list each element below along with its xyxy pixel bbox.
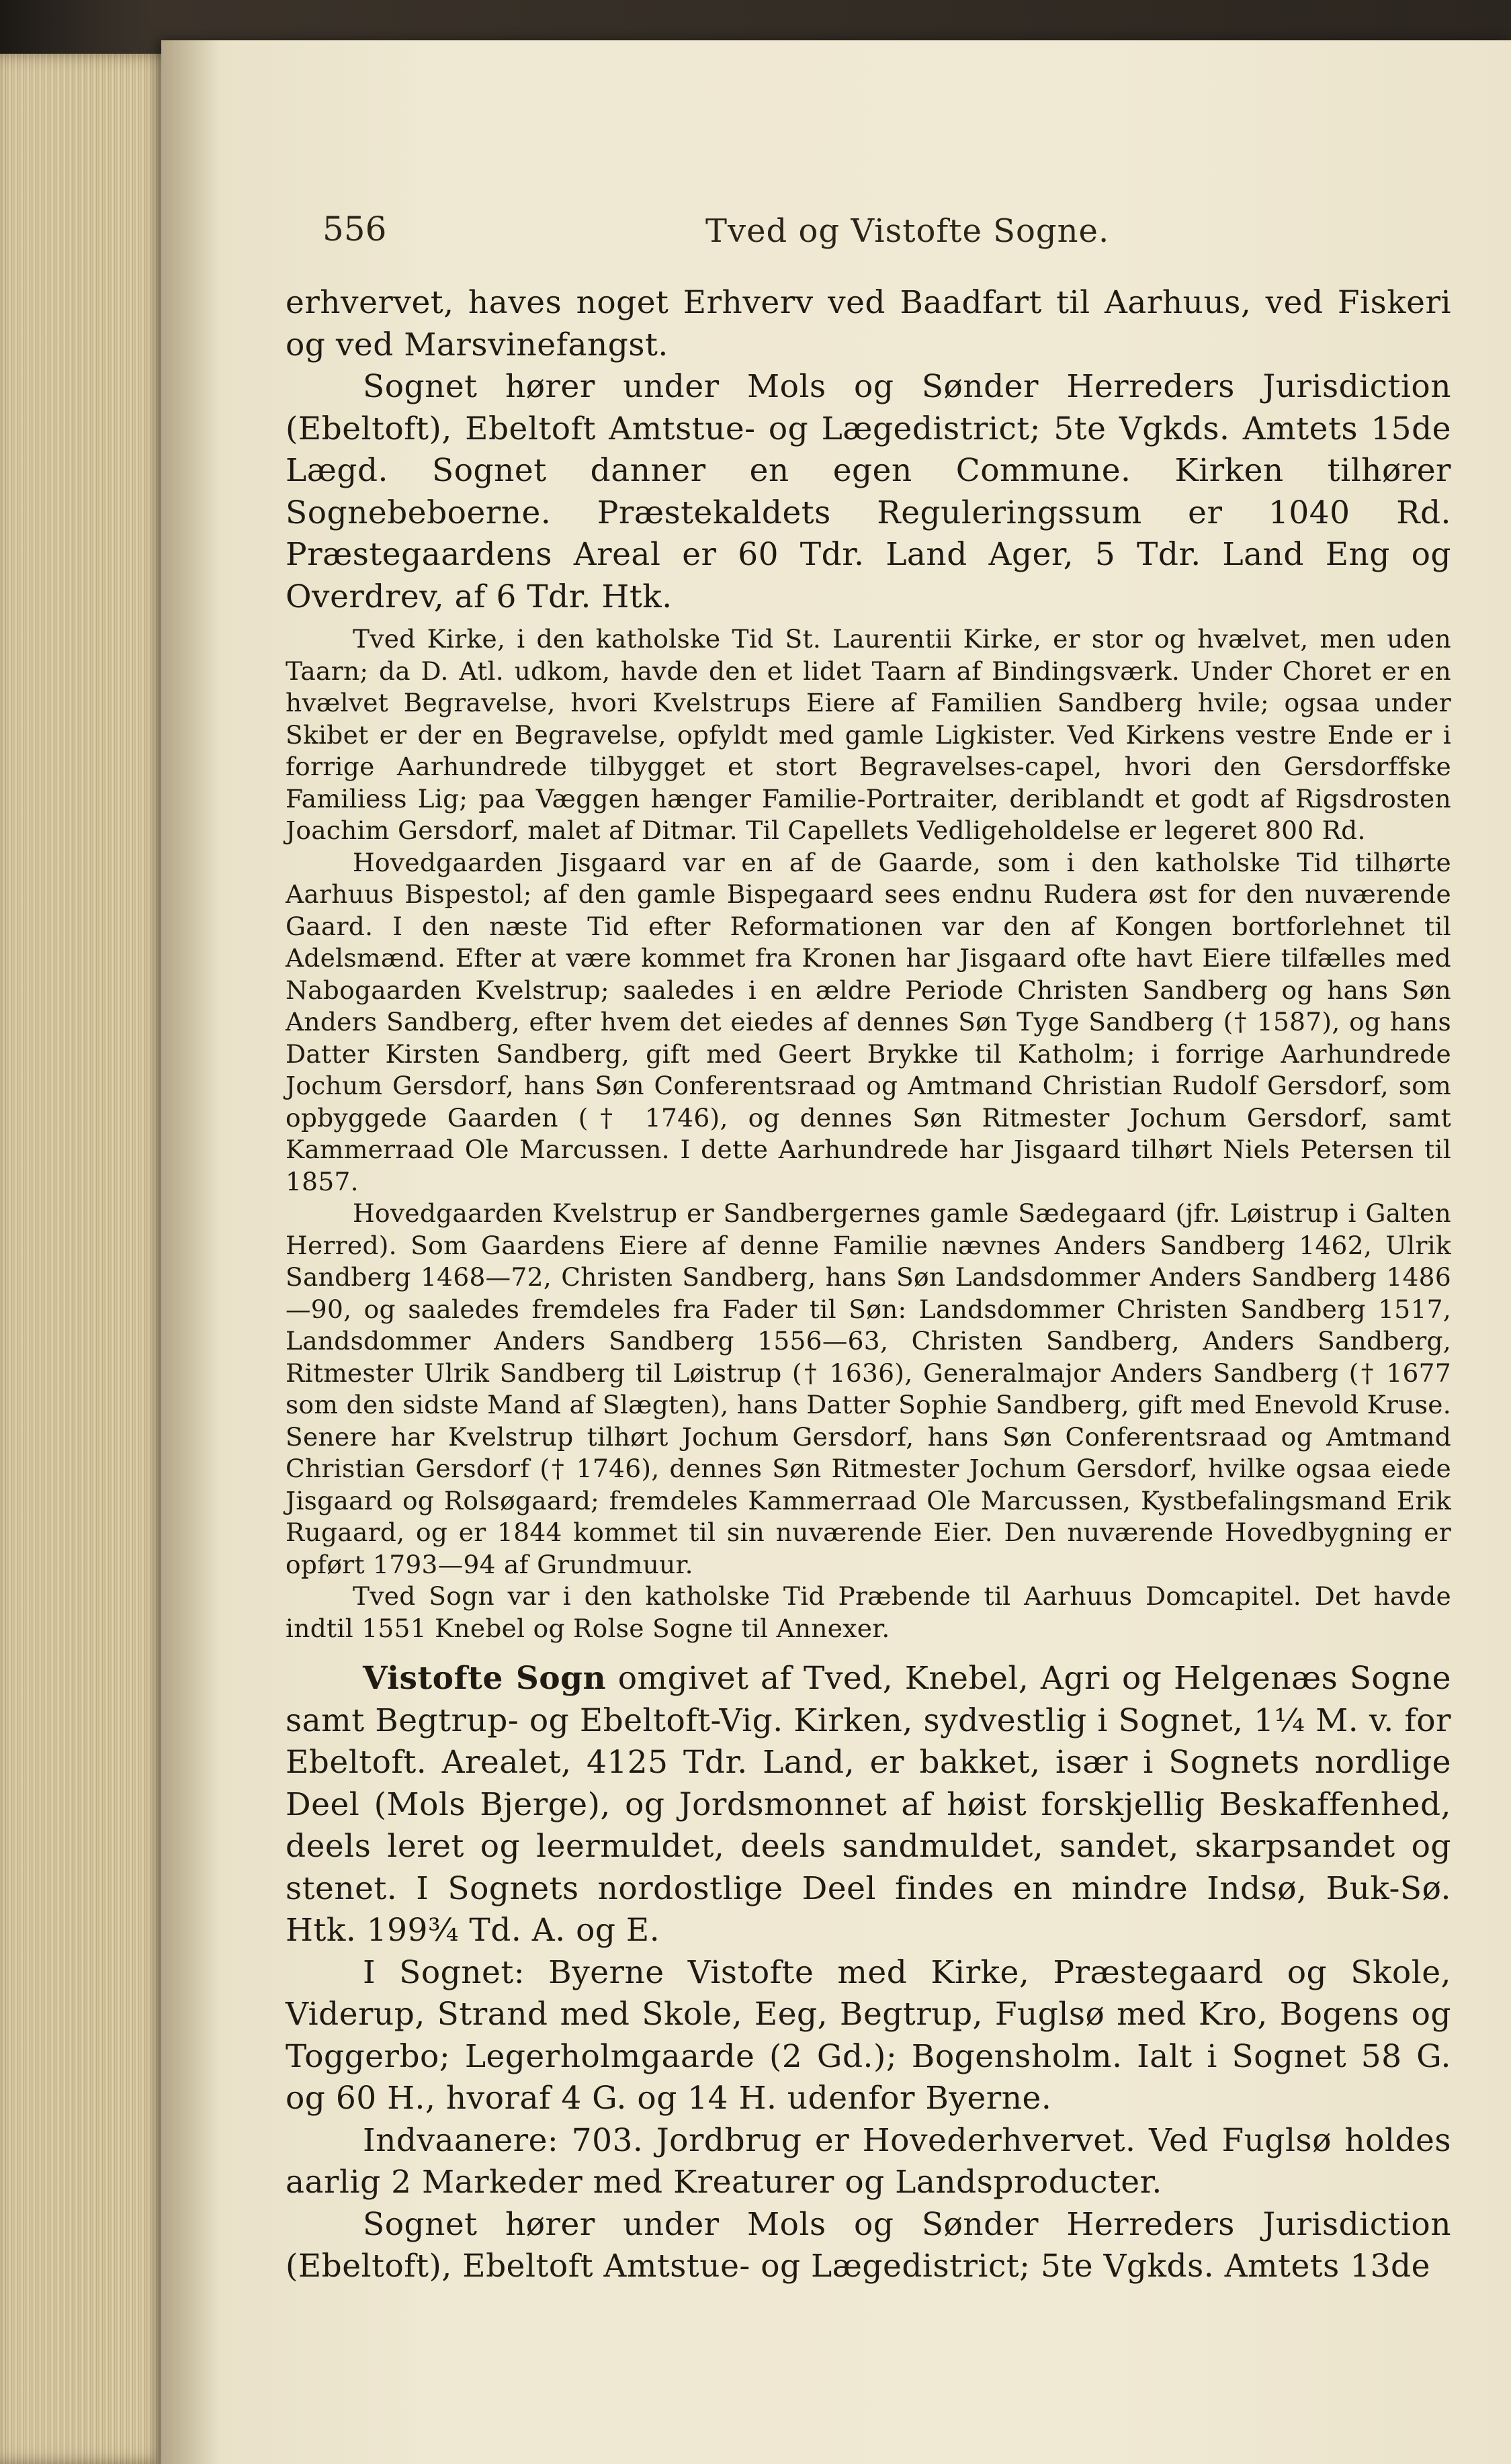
paragraph-erhverv [286, 282, 1451, 366]
paragraph-text: Sognet hører under Mols og Sønder Herreders Jurisdiction (Ebeltoft), Ebeltoft Amtstue- og Lægedistrict; 5te Vgkds. Amtets 15de Lægd. Sognet danner en egen Commune. Kirken tilhører Sognebeboerne. Præstekaldets Reguleringssum er 1040 Rd. Præstegaardens Areal er 60 Tdr. Land Ager, 5 Tdr. Land Eng og Overdrev, af 6 Tdr. Htk. [286, 368, 1451, 615]
paragraph-jurisdiction-vistofte [286, 2204, 1451, 2288]
paragraph-vistofte-sogn [286, 1658, 1451, 1952]
paragraph-text: omgivet af Tved, Knebel, Agri og Helgenæs Sogne samt Begtrup- og Ebeltoft-Vig. Kirken, sydvestlig i Sognet, 1¼ M. v. for Ebeltoft. Arealet, 4125 Tdr. Land, er bakket, især i Sognets nordlige Deel (Mols Bjerge), og Jordsmonnet af høist forskjellig Beskaffenhed, deels leret og leermuldet, deels sandmuldet, sandet, skarpsandet og stenet. I Sognets nordostlige Deel findes en mindre Indsø, Buk-Sø. Htk. 199¾ Td. A. og E. [286, 1660, 1451, 1949]
paragraph-indvaanere [286, 2120, 1451, 2204]
page-stack-edge [0, 54, 175, 2464]
paragraph-tved-sogn [286, 1581, 1451, 1644]
paragraph-kvelstrup [286, 1198, 1451, 1581]
paragraph-text: Indvaanere: 703. Jordbrug er Hovederhvervet. Ved Fuglsø holdes aarlig 2 Markeder med Kreaturer og Landsproducter. [286, 2121, 1451, 2201]
paragraph-text: Hovedgaarden Kvelstrup er Sandbergernes gamle Sædegaard (jfr. Løistrup i Galten Herred). Som Gaardens Eiere af denne Familie nævnes Anders Sandberg 1462, Ulrik Sandberg 1468—72, Christen Sandberg, hans Søn Landsdommer Anders Sandberg 1486—90, og saaledes fremdeles fra Fader til Søn: Landsdommer Christen Sandberg 1517, Landsdommer Anders Sandberg 1556—63, Christen Sandberg, Anders Sandberg, Ritmester Ulrik Sandberg til Løistrup († 1636), Generalmajor Anders Sandberg († 1677 som den sidste Mand af Slægten), hans Datter Sophie Sandberg, gift med Enevold Kruse. Senere har Kvelstrup tilhørt Jochum Gersdorf, hans Søn Conferentsraad og Amtmand Christian Gersdorf († 1746), dennes Søn Ritmester Jochum Gersdorf, hvilke ogsaa eiede Jisgaard og Rolsøgaard; fremdeles Kammerraad Ole Marcussen, Kystbefalingsmand Erik Rugaard, og er 1844 kommet til sin nuværende Eier. Den nuværende Hovedbygning er opført 1793—94 af Grundmuur. [286, 1198, 1451, 1579]
paragraph-text: Sognet hører under Mols og Sønder Herreders Jurisdiction (Ebeltoft), Ebeltoft Amtstue- og Lægedistrict; 5te Vgkds. Amtets 13de [286, 2205, 1451, 2285]
body-text [286, 282, 1451, 2288]
paragraph-text: I Sognet: Byerne Vistofte med Kirke, Præstegaard og Skole, Viderup, Strand med Skole, Eeg, Begtrup, Fuglsø med Kro, Bogens og Toggerbo; Legerholmgaarde (2 Gd.); Bogensholm. Ialt i Sognet 58 G. og 60 H., hvoraf 4 G. og 14 H. udenfor Byerne. [286, 1953, 1451, 2117]
running-head [322, 210, 1236, 250]
paragraph-byerne [286, 1952, 1451, 2120]
paragraph-tved-kirke [286, 623, 1451, 847]
running-title: Tved og Vistofte Sogne. [705, 212, 1110, 250]
paragraph-jisgaard [286, 847, 1451, 1198]
paragraph-text: Tved Sogn var i den katholske Tid Præbende til Aarhuus Domcapitel. Det havde indtil 1551 Knebel og Rolse Sogne til Annexer. [286, 1581, 1451, 1643]
paragraph-text: Hovedgaarden Jisgaard var en af de Gaarde, som i den katholske Tid tilhørte Aarhuus Bispestol; af den gamle Bispegaard sees endnu Rudera øst for den nuværende Gaard. I den næste Tid efter Reformationen var den af Kongen bortforlehnet til Adelsmænd. Efter at være kommet fra Kronen har Jisgaard ofte havt Eiere tilfælles med Nabogaarden Kvelstrup; saaledes i en ældre Periode Christen Sandberg og hans Søn Anders Sandberg, efter hvem det eiedes af dennes Søn Tyge Sandberg († 1587), og hans Datter Kirsten Sandberg, gift med Geert Brykke til Katholm; i forrige Aarhundrede Jochum Gersdorf, hans Søn Conferentsraad og Amtmand Christian Rudolf Gersdorf, som opbyggede Gaarden († 1746), og dennes Søn Ritmester Jochum Gersdorf, samt Kammerraad Ole Marcussen. I dette Aarhundrede har Jisgaard tilhørt Niels Petersen til 1857. [286, 847, 1451, 1196]
section-heading: Vistofte Sogn [363, 1660, 607, 1697]
paragraph-text: erhvervet, haves noget Erhverv ved Baadfart til Aarhuus, ved Fiskeri og ved Marsvinefangst. [286, 284, 1451, 363]
page-number: 556 [322, 210, 387, 249]
paragraph-text: Tved Kirke, i den katholske Tid St. Laurentii Kirke, er stor og hvælvet, men uden Taarn; da D. Atl. udkom, havde den et lidet Taarn af Bindingsværk. Under Choret er en hvælvet Begravelse, hvori Kvelstrups Eiere af Familien Sandberg hvile; ogsaa under Skibet er der en Begravelse, opfyldt med gamle Ligkister. Ved Kirkens vestre Ende er i forrige Aarhundrede tilbygget et stort Begravelses-capel, hvori den Gersdorffske Familiess Lig; paa Væggen hænger Familie-Portraiter, deriblandt et godt af Rigsdrosten Joachim Gersdorf, malet af Ditmar. Til Capellets Vedligeholdelse er legeret 800 Rd. [286, 624, 1451, 845]
paragraph-jurisdiction-tved [286, 366, 1451, 618]
